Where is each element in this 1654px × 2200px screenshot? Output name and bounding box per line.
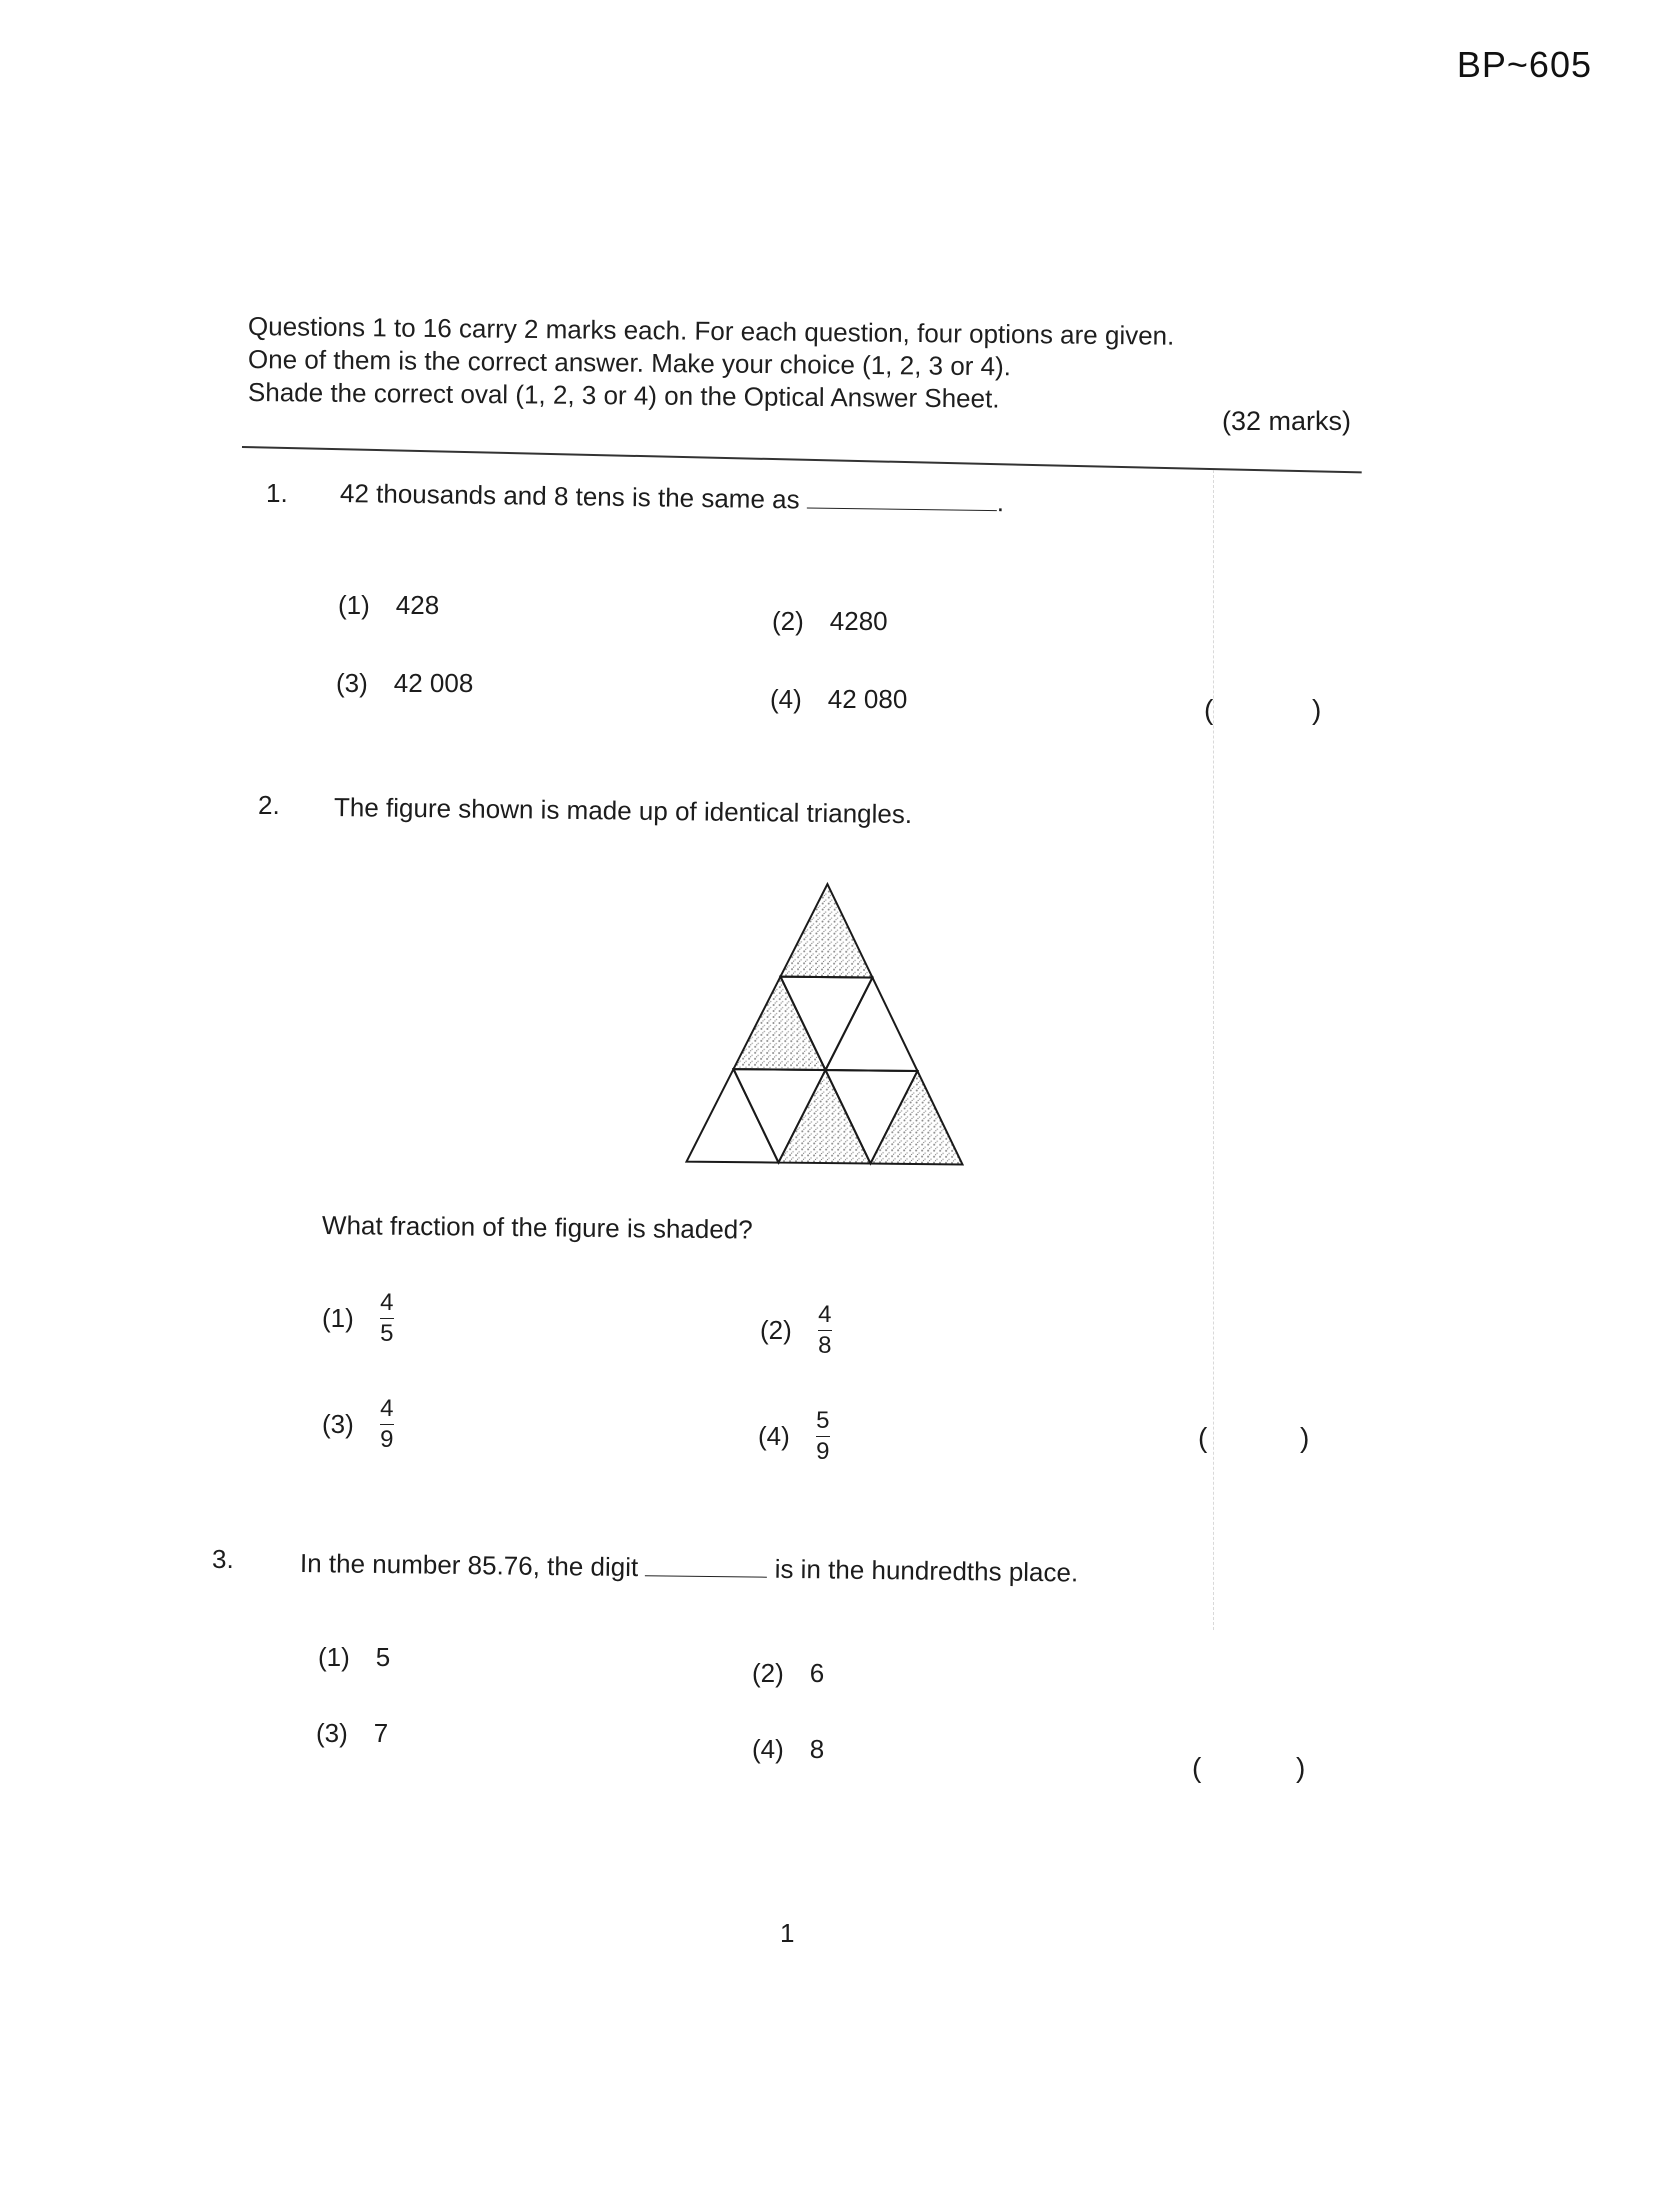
fraction: $\frac{4}{9}$ <box>380 1395 394 1453</box>
question-3-option-2[interactable]: (2) 6 <box>752 1658 825 1688</box>
triangle-middle-left-shaded <box>733 976 826 1070</box>
question-3-option-3[interactable]: (3) 7 <box>316 1718 389 1748</box>
fraction: $\frac{5}{9}$ <box>816 1407 830 1465</box>
page-number: 1 <box>780 1918 795 1948</box>
divider-rule <box>242 446 1362 473</box>
question-1-answer-open[interactable]: ( <box>1204 694 1214 725</box>
triangle-top-shaded <box>780 884 873 978</box>
question-3-blank <box>645 1555 767 1577</box>
margin-dashed-line <box>1213 470 1214 1630</box>
triangle-bottom-1 <box>687 1069 780 1163</box>
question-2-text: The figure shown is made up of identical triangles. <box>333 792 913 830</box>
question-3-number: 3. <box>212 1544 234 1574</box>
instruction-line-2: One of them is the correct answer. Make your choice (1, 2, 3 or 4). <box>247 344 1012 382</box>
question-1-number: 1. <box>266 478 288 508</box>
question-3-text-before: In the number 85.76, the digit <box>299 1548 639 1583</box>
question-1-option-2[interactable]: (2) 4280 <box>772 606 888 636</box>
question-1-option-1[interactable]: (1) 428 <box>338 590 440 620</box>
question-2-option-3[interactable]: (3) $\frac{4}{9}$ <box>322 1395 394 1453</box>
triangle-bottom-3-shaded <box>779 1070 872 1164</box>
question-2-option-2[interactable]: (2) $\frac{4}{8}$ <box>760 1301 832 1359</box>
instruction-line-3: Shade the correct oval (1, 2, 3 or 4) on the Optical Answer Sheet. <box>247 377 1000 414</box>
question-3-text <box>300 1548 1079 1589</box>
triangle-bottom-5-shaded <box>870 1071 963 1165</box>
document-code: BP~605 <box>1456 44 1592 85</box>
question-3-answer-open[interactable]: ( <box>1192 1752 1202 1783</box>
question-2-option-4[interactable]: (4) $\frac{5}{9}$ <box>758 1407 830 1465</box>
total-marks: (32 marks) <box>1222 406 1352 436</box>
question-3-answer-close[interactable]: ) <box>1296 1752 1306 1783</box>
question-2-answer-close[interactable]: ) <box>1300 1422 1310 1453</box>
question-2-answer-open[interactable]: ( <box>1198 1422 1208 1453</box>
triangle-figure <box>640 860 1000 1180</box>
question-1-blank <box>807 488 997 512</box>
question-1-text-before: 42 thousands and 8 tens is the same as <box>339 478 800 515</box>
question-2-option-1[interactable]: (1) $\frac{4}{5}$ <box>322 1289 394 1347</box>
fraction: $\frac{4}{8}$ <box>818 1301 832 1359</box>
question-3-option-1[interactable]: (1) 5 <box>318 1642 391 1672</box>
instructions <box>247 310 1248 414</box>
question-1-option-4[interactable]: (4) 42 080 <box>770 684 908 714</box>
question-2-prompt: What fraction of the figure is shaded? <box>321 1210 753 1245</box>
instruction-line-1: Questions 1 to 16 carry 2 marks each. For each question, four options are given. <box>247 311 1175 351</box>
fraction: $\frac{4}{5}$ <box>380 1289 394 1347</box>
question-2-number: 2. <box>258 790 280 820</box>
triangle-middle-right <box>825 977 918 1071</box>
question-1-text-after: . <box>996 487 1005 518</box>
question-3-option-4[interactable]: (4) 8 <box>752 1734 825 1764</box>
question-1-answer-close[interactable]: ) <box>1312 694 1322 725</box>
question-1-option-3[interactable]: (3) 42 008 <box>336 668 474 698</box>
question-3-text-after: is in the hundredths place. <box>774 1553 1079 1588</box>
question-1-text <box>340 478 1004 518</box>
